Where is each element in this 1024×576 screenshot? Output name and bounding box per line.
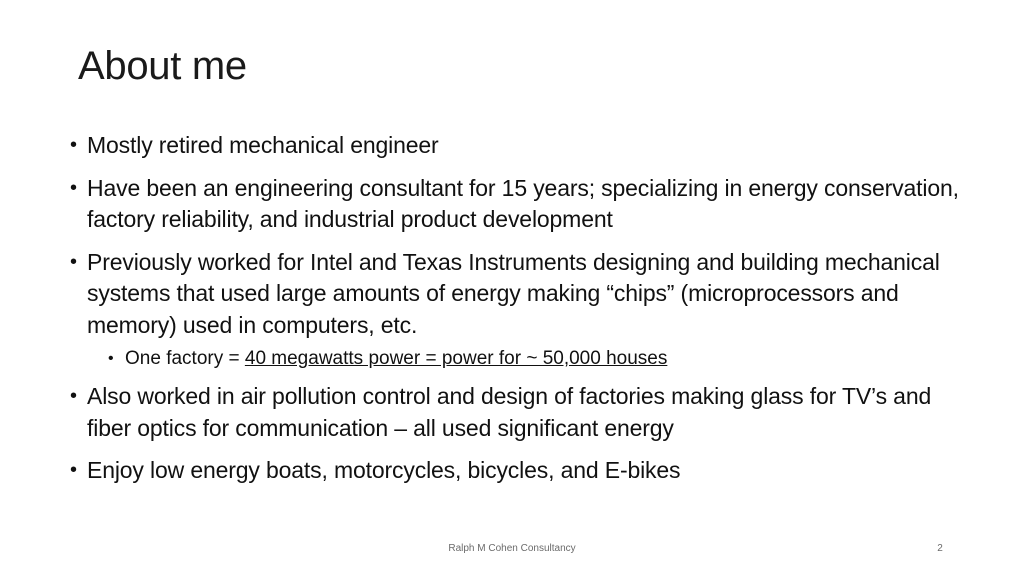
bullet-text: Mostly retired mechanical engineer	[87, 132, 439, 158]
sub-bullet-underlined-text: 40 megawatts power = power for ~ 50,000 houses	[244, 348, 668, 369]
bullet-text: Previously worked for Intel and Texas Instruments designing and building mechanical systems that used large amounts of energy making “chips” (microprocessors and memory) used in computers, etc.	[87, 248, 940, 338]
bullet-marker: •	[70, 134, 77, 156]
footer-text: Ralph M Cohen Consultancy	[448, 543, 576, 554]
bullet-marker: •	[70, 385, 77, 407]
bullet-text: Have been an engineering consultant for 15 years; specializing in energy conservation, factory reliability, and industrial product development	[87, 174, 959, 232]
bullet-marker: •	[70, 250, 77, 273]
bullet-marker: •	[70, 459, 77, 481]
sub-bullet-prefix: One factory =	[125, 348, 245, 369]
bullet-item	[70, 381, 970, 444]
bullet-item	[70, 247, 970, 342]
bullet-item	[70, 130, 970, 162]
bullet-marker: •	[70, 176, 77, 199]
page-number: 2	[937, 543, 943, 554]
sub-bullet-marker: •	[108, 350, 114, 367]
bullet-list	[70, 130, 970, 498]
bullet-item	[70, 455, 970, 487]
bullet-text: Also worked in air pollution control and design of factories making glass for TV’s and fiber optics for communication – all used significant energy	[87, 383, 932, 441]
sub-bullet-item	[108, 346, 970, 372]
bullet-item	[70, 173, 970, 236]
bullet-text: Enjoy low energy boats, motorcycles, bicycles, and E-bikes	[87, 457, 681, 483]
slide-title: About me	[78, 44, 247, 88]
